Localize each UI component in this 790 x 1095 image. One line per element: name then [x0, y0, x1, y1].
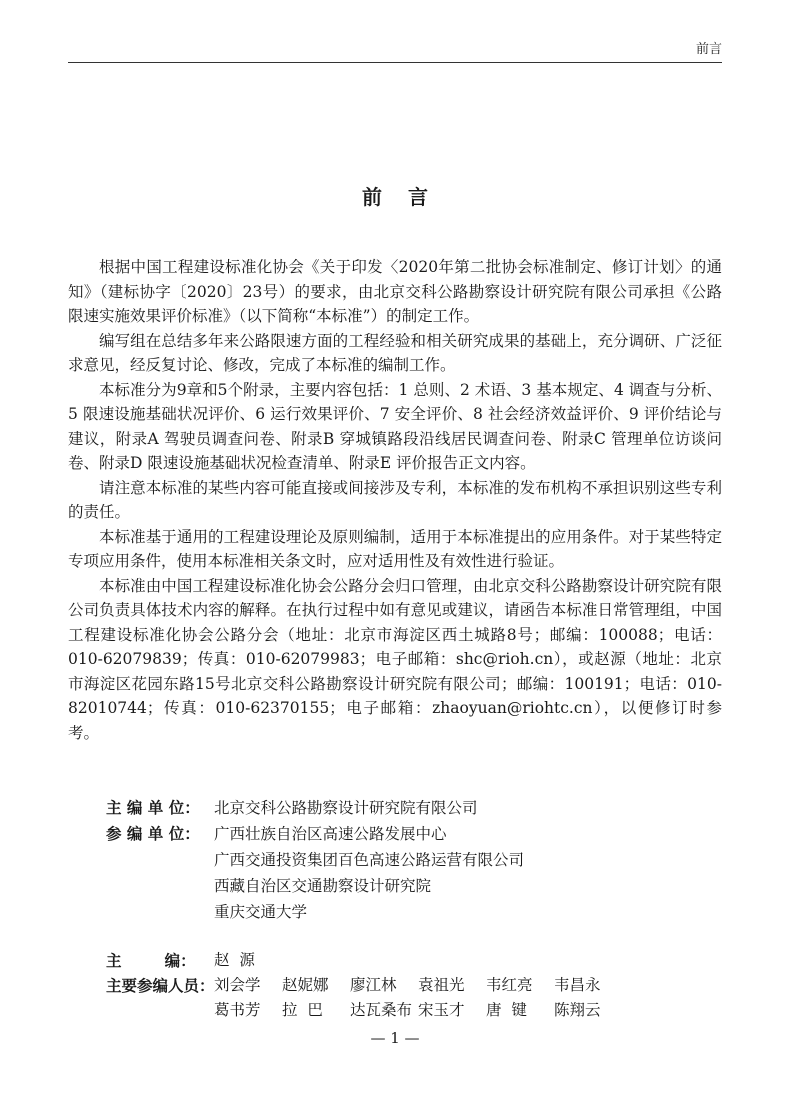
paragraph: 根据中国工程建设标准化协会《关于印发〈2020年第二批协会标准制定、修订计划〉的通知》（建标协字〔2020〕23号）的要求，由北京交科公路勘察设计研究院有限公司承担《公路限速实施效果评价标准》（以下简称“本标准”）的制定工作。 — [68, 258, 722, 325]
participating-unit: 重庆交通大学 — [214, 903, 308, 921]
editor-name: 唐 键 — [486, 1001, 527, 1019]
preface-body — [68, 255, 722, 745]
main-editors-row — [106, 973, 622, 1023]
editor-name: 赵妮娜 — [282, 976, 329, 994]
editor-name: 宋玉才 — [418, 1001, 465, 1019]
page-title: 前言 — [362, 185, 454, 209]
editor-name: 韦昌永 — [554, 976, 601, 994]
editor-name: 葛书芳 — [214, 1001, 261, 1019]
editor-name: 韦红亮 — [486, 976, 533, 994]
participating-unit: 西藏自治区交通勘察设计研究院 — [214, 877, 432, 895]
editor-name-row — [214, 973, 622, 998]
participating-unit: 广西壮族自治区高速公路发展中心 — [214, 825, 447, 843]
main-editors-label: 主要参编人员： — [106, 976, 215, 995]
chief-unit-value: 北京交科公路勘察设计研究院有限公司 — [214, 799, 478, 817]
running-header: 前言 — [695, 42, 722, 57]
editor-name: 袁祖光 — [418, 976, 465, 994]
staff-block — [106, 948, 622, 1023]
chief-editor-label: 主 编： — [106, 951, 196, 970]
chief-unit-label: 主 编 单 位： — [106, 798, 200, 817]
editor-name: 刘会学 — [214, 976, 261, 994]
editor-name: 达瓦桑布 — [350, 1001, 413, 1019]
chief-editor-row — [106, 948, 622, 973]
editor-name: 廖江林 — [350, 976, 397, 994]
header-rule — [68, 62, 722, 63]
paragraph: 编写组在总结多年来公路限速方面的工程经验和相关研究成果的基础上，充分调研、广泛征求意见，经反复讨论、修改，完成了本标准的编制工作。 — [68, 331, 722, 374]
editor-name-row — [214, 998, 622, 1023]
main-editors-list — [214, 973, 622, 1023]
participating-units-list — [214, 821, 524, 925]
participating-units-row — [106, 821, 524, 925]
paragraph: 本标准基于通用的工程建设理论及原则编制，适用于本标准提出的应用条件。对于某些特定专项应用条件，使用本标准相关条文时，应对适用性及有效性进行验证。 — [68, 527, 722, 570]
paragraph: 本标准分为9章和5个附录，主要内容包括：1 总则、2 术语、3 基本规定、4 调查与分析、5 限速设施基础状况评价、6 运行效果评价、7 安全评价、8 社会经济效益评价、9 评价结论与建议，附录A 驾驶员调查问卷、附录B 穿城镇路段沿线居民调查问卷、附录C 管理单位访谈问卷、附录D 限速设施基础状况检查清单、附录E 评价报告正文内容。 — [68, 380, 722, 472]
page-number: — 1 — — [370, 1029, 420, 1047]
paragraph: 请注意本标准的某些内容可能直接或间接涉及专利，本标准的发布机构不承担识别这些专利的责任。 — [68, 478, 722, 521]
participating-unit: 广西交通投资集团百色高速公路运营有限公司 — [214, 851, 525, 869]
editor-name: 陈翔云 — [554, 1001, 601, 1019]
units-block — [106, 795, 524, 925]
participating-units-label: 参 编 单 位： — [106, 824, 200, 843]
paragraph: 本标准由中国工程建设标准化协会公路分会归口管理，由北京交科公路勘察设计研究院有限公司负责具体技术内容的解释。在执行过程中如有意见或建议，请函告本标准日常管理组，中国工程建设标准化协会公路分会（地址：北京市海淀区西土城路8号；邮编：100088；电话：010-62079839；传真：010-62079983；电子邮箱：shc@rioh.cn），或赵源（地址：北京市海淀区花园东路15号北京交科公路勘察设计研究院有限公司；邮编：100191；电话：010-82010744；传真：010-62370155；电子邮箱：zhaoyuan@riohtc.cn），以便修订时参考。 — [68, 576, 722, 742]
chief-editor-name: 赵 源 — [214, 951, 255, 969]
chief-unit-row — [106, 795, 524, 821]
editor-name: 拉 巴 — [282, 1001, 323, 1019]
